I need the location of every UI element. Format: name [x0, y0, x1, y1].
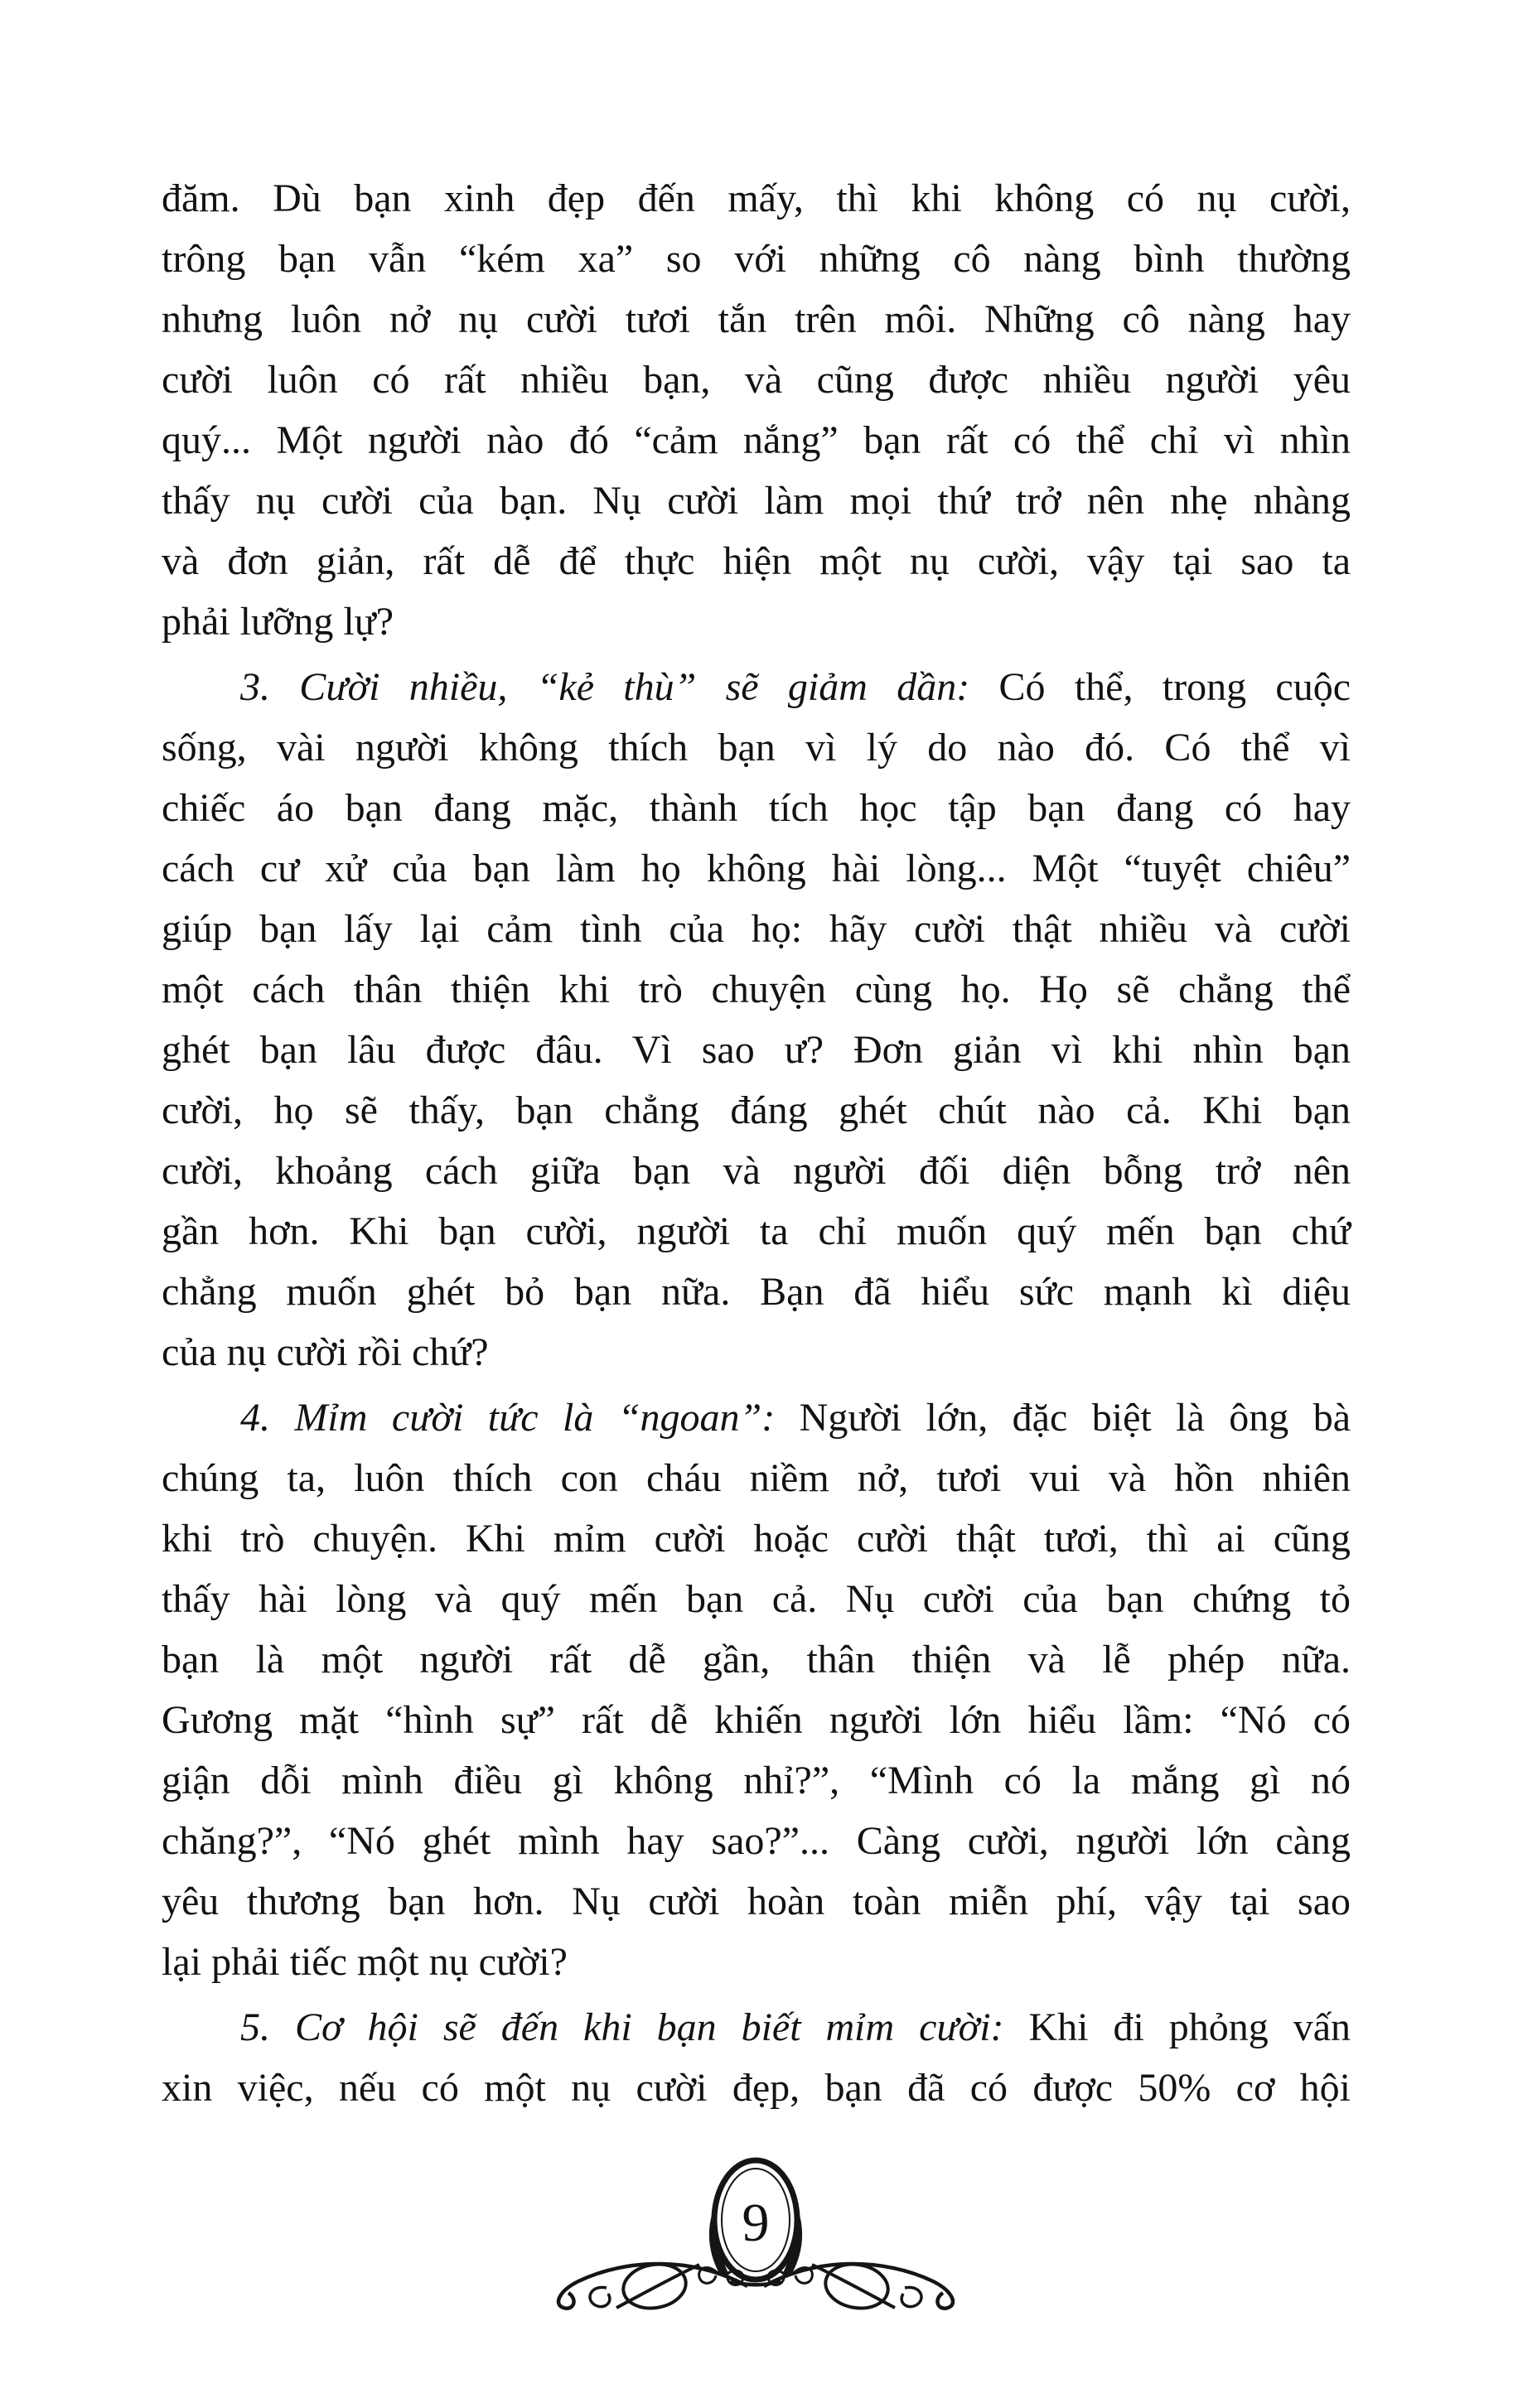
text-line — [162, 591, 1351, 652]
text-segment: Có thể, trong cuộc — [969, 665, 1351, 709]
heading-segment: 4. Mỉm cười tức là “ngoan”: — [240, 1396, 776, 1440]
text-line — [162, 471, 1351, 531]
text-segment: thấy nụ cười của bạn. Nụ cười làm mọi thứ trở nên nhẹ nhàng — [162, 479, 1351, 523]
text-line — [162, 531, 1351, 591]
text-line — [162, 1690, 1351, 1750]
text-segment: cười, họ sẽ thấy, bạn chẳng đáng ghét chút nào cả. Khi bạn — [162, 1088, 1351, 1132]
heading-segment: 3. Cười nhiều, “kẻ thù” sẽ giảm dần: — [240, 665, 970, 709]
text-segment: Người lớn, đặc biệt là ông bà — [775, 1396, 1351, 1440]
text-segment: cười, khoảng cách giữa bạn và người đối diện bỗng trở nên — [162, 1149, 1351, 1193]
text-line — [162, 1811, 1351, 1871]
text-line — [162, 1871, 1351, 1932]
text-line — [162, 2058, 1351, 2118]
text-segment: chúng ta, luôn thích con cháu niềm nở, tươi vui và hồn nhiên — [162, 1456, 1351, 1500]
text-segment: nhưng luôn nở nụ cười tươi tắn trên môi. Những cô nàng hay — [162, 297, 1351, 341]
text-segment: khi trò chuyện. Khi mỉm cười hoặc cười thật tươi, thì ai cũng — [162, 1517, 1351, 1561]
text-segment: của nụ cười rồi chứ? — [162, 1330, 489, 1374]
text-line — [162, 899, 1351, 959]
text-segment: bạn là một người rất dễ gần, thân thiện và lễ phép nữa. — [162, 1638, 1351, 1682]
text-segment: lại phải tiếc một nụ cười? — [162, 1940, 568, 1984]
text-segment: chăng?”, “Nó ghét mình hay sao?”... Càng cười, người lớn càng — [162, 1819, 1351, 1863]
text-line — [162, 1448, 1351, 1508]
text-line — [162, 350, 1351, 410]
text-line — [162, 1322, 1351, 1383]
text-line — [162, 959, 1351, 1020]
text-line — [162, 657, 1351, 717]
text-line — [162, 1629, 1351, 1690]
text-segment: gần hơn. Khi bạn cười, người ta chỉ muốn quý mến bạn chứ — [162, 1209, 1351, 1253]
text-segment: đăm. Dù bạn xinh đẹp đến mấy, thì khi không có nụ cười, — [162, 176, 1351, 220]
text-segment: cách cư xử của bạn làm họ không hài lòng... Một “tuyệt chiêu” — [162, 847, 1351, 890]
text-line — [162, 778, 1351, 838]
text-line — [162, 1508, 1351, 1569]
text-segment: xin việc, nếu có một nụ cười đẹp, bạn đã có được 50% cơ hội — [162, 2066, 1351, 2110]
text-line — [162, 229, 1351, 289]
text-segment: yêu thương bạn hơn. Nụ cười hoàn toàn miễn phí, vậy tại sao — [162, 1880, 1351, 1923]
page-number-ornament — [524, 2154, 988, 2328]
text-segment: Gương mặt “hình sự” rất dễ khiến người lớn hiểu lầm: “Nó có — [162, 1698, 1351, 1742]
text-segment: Khi đi phỏng vấn — [1003, 2005, 1351, 2049]
text-segment: chẳng muốn ghét bỏ bạn nữa. Bạn đã hiểu sức mạnh kì diệu — [162, 1270, 1351, 1314]
text-segment: giận dỗi mình điều gì không nhỉ?”, “Mình có la mắng gì nó — [162, 1759, 1351, 1802]
text-line — [162, 1569, 1351, 1629]
text-line — [162, 1997, 1351, 2058]
text-segment: sống, vài người không thích bạn vì lý do nào đó. Có thể vì — [162, 726, 1351, 770]
text-segment: cười luôn có rất nhiều bạn, và cũng được nhiều người yêu — [162, 358, 1351, 402]
text-line — [162, 1262, 1351, 1322]
text-line — [162, 289, 1351, 350]
text-segment: thấy hài lòng và quý mến bạn cả. Nụ cười của bạn chứng tỏ — [162, 1577, 1351, 1621]
text-line — [162, 1020, 1351, 1080]
text-segment: giúp bạn lấy lại cảm tình của họ: hãy cười thật nhiều và cười — [162, 907, 1351, 951]
text-line — [162, 1387, 1351, 1448]
text-line — [162, 168, 1351, 229]
page-number: 9 — [742, 2193, 770, 2253]
text-segment: trông bạn vẫn “kém xa” so với những cô nàng bình thường — [162, 237, 1351, 281]
text-line — [162, 717, 1351, 778]
heading-segment: 5. Cơ hội sẽ đến khi bạn biết mỉm cười: — [240, 2005, 1004, 2049]
text-segment: một cách thân thiện khi trò chuyện cùng họ. Họ sẽ chẳng thể — [162, 968, 1351, 1011]
text-line — [162, 1750, 1351, 1811]
text-segment: phải lưỡng lự? — [162, 600, 394, 644]
footer-flourish-icon — [524, 2154, 988, 2328]
page-body-text — [162, 168, 1351, 2118]
text-segment: quý... Một người nào đó “cảm nắng” bạn rất có thể chỉ vì nhìn — [162, 418, 1351, 462]
text-line — [162, 1201, 1351, 1262]
text-line — [162, 1080, 1351, 1141]
text-segment: và đơn giản, rất dễ để thực hiện một nụ cười, vậy tại sao ta — [162, 539, 1351, 583]
text-line — [162, 1932, 1351, 1992]
text-line — [162, 410, 1351, 471]
text-line — [162, 1141, 1351, 1201]
text-segment: chiếc áo bạn đang mặc, thành tích học tập bạn đang có hay — [162, 786, 1351, 830]
text-line — [162, 838, 1351, 899]
text-segment: ghét bạn lâu được đâu. Vì sao ư? Đơn giản vì khi nhìn bạn — [162, 1028, 1351, 1072]
